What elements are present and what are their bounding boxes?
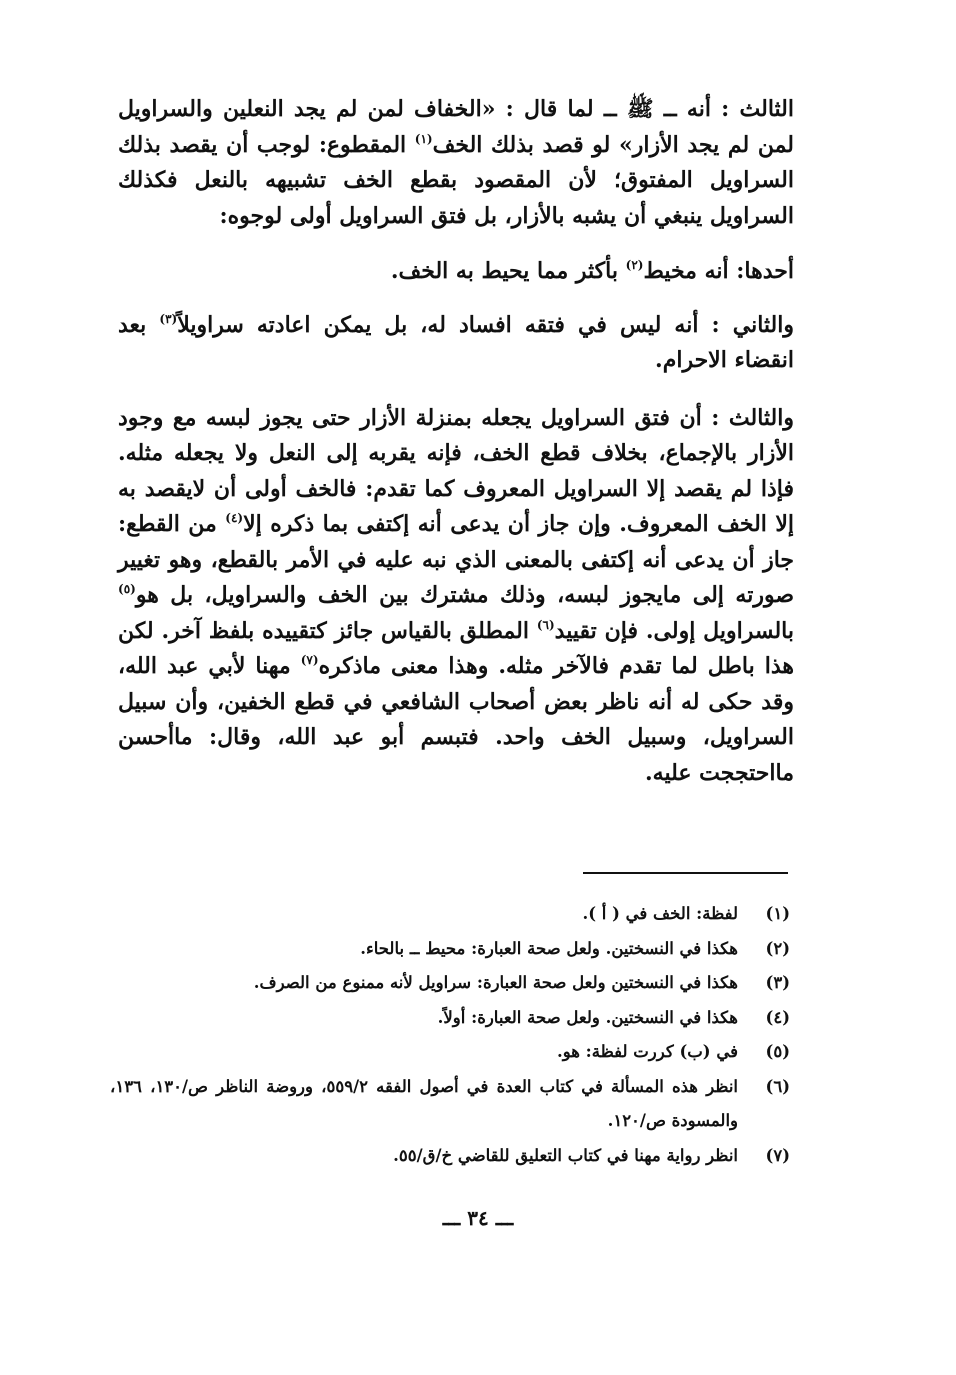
text-segment: بعد انقضاء الاحرام. — [118, 311, 794, 373]
text-segment: المطلق بالقياس جائز كتقييده بلفظ آخر. لكن هذا باطل لما تقدم فالآخر مثله. وهذا معنى ماذكره — [118, 617, 794, 679]
footnote-item — [110, 966, 790, 1001]
footnote-text: انظر هذه المسألة في كتاب العدة في أصول الفقه ٥٥٩/٢، وروضة الناظر ص/١٣٠، ١٣٦، والمسودة ص/١٢٠. — [110, 1076, 739, 1130]
footnote-number: (٦) — [765, 1076, 790, 1096]
footnote-text: هكذا في النسختين. ولعل صحة العبارة: محيط ــ بالحاء. — [360, 938, 738, 958]
text-segment: من القطع: جاز أن يدعى أنه إكتفى بالمعنى الذي نبه عليه في الأمر بالقطع، وهو تغيير صورته إلى مايجوز لبسه، وذلك مشترك بين الخف والسراويل، بل هو — [118, 511, 794, 608]
footnote-text: في (ب) كررت لفظة: هو. — [556, 1042, 738, 1061]
footnote-text: لفظة: الخف في ( أ ). — [582, 904, 738, 923]
text-segment: والثاني : أنه ليس في فتقه افساد له، بل يمكن اعادته سراويلاً — [177, 311, 794, 338]
paragraph-2 — [118, 254, 794, 290]
footnote-separator — [583, 872, 788, 874]
text-segment: بالسراويل إولى. فإن تقييد — [554, 617, 794, 644]
footnote-item — [110, 1001, 790, 1036]
footnote-text: هكذا في النسختين. ولعل صحة العبارة: أولاً. — [437, 1007, 738, 1027]
footnote-text: هكذا في النسختين ولعل صحة العبارة: سراويل لأنه ممنوع من الصرف. — [253, 973, 738, 992]
footnotes — [110, 897, 790, 1173]
footnote-ref-2: (٢) — [625, 258, 644, 272]
footnote-number: (٢) — [765, 938, 790, 958]
footnote-item — [110, 1070, 790, 1139]
paragraph-4 — [118, 401, 794, 792]
footnote-number: (٧) — [765, 1145, 790, 1165]
text-segment: والثالث : أن فتق السراويل يجعله بمنزلة الأزار حتى يجوز لبسه مع وجود الأزار بالإجماع، بخلاف قطع الخف، فإنه يقربه إلى النعل ولا يجعله مثله. فإذا لم يقصد إلا السراويل المعروف كما تقدم: فالخف أولى أن لايقصد به إلا الخف المعروف. وإن جاز أن يدعى أنه إكتفى بما ذكره إلا — [118, 404, 794, 537]
footnote-number: (١) — [765, 904, 790, 923]
text-segment: بأكثر مما يحيط به الخف. — [390, 258, 626, 284]
text-segment: الثالث : أنه ــ ﷺ ــ لما قال : «الخفاف لمن لم يجد النعلين والسراويل لمن لم يجد الأزار» لو قصد بذلك الخف — [118, 96, 795, 158]
footnote-ref-4: (٤) — [225, 511, 244, 525]
footnote-item — [110, 932, 790, 967]
text-segment: مهنا لأبي عبد الله، وقد حكى له أنه ناظر بعض أصحاب الشافعي في قطع الخفين، وأن سبيل السراويل، وسبيل الخف واحد. فتبسم أبو عبد الله، وقال: ماأحسن مااحتججت عليه. — [118, 653, 794, 786]
footnote-item — [110, 1139, 790, 1174]
paragraph-3 — [118, 308, 794, 379]
footnote-text: انظر رواية مهنا في كتاب التعليق للقاضي خ/ق/٥٥. — [393, 1145, 738, 1165]
footnote-item — [110, 897, 790, 932]
main-text — [118, 92, 794, 791]
footnote-number: (٤) — [765, 1007, 790, 1027]
footnote-ref-5: (٥) — [118, 582, 136, 596]
text-segment: المقطوع: لوجب أن يقصد بذلك السراويل المفتوق؛ لأن المقصود بقطع الخف تشبيهه بالنعل فكذلك السراويل ينبغي أن يشبه بالأزار، بل فتق السراويل أولى لوجوه: — [118, 131, 794, 229]
footnote-ref-3: (٣) — [159, 311, 178, 326]
paragraph-1 — [118, 92, 794, 234]
footnote-ref-1: (١) — [414, 131, 433, 146]
footnote-ref-7: (٧) — [300, 653, 319, 667]
footnote-ref-6: (٦) — [536, 617, 555, 632]
text-segment: أحدها: أنه مخيط — [643, 258, 794, 284]
footnote-item — [110, 1035, 790, 1070]
footnote-number: (٣) — [765, 973, 790, 992]
footnote-number: (٥) — [765, 1042, 790, 1061]
page-number: ـــ ٣٤ ـــ — [442, 1206, 514, 1230]
